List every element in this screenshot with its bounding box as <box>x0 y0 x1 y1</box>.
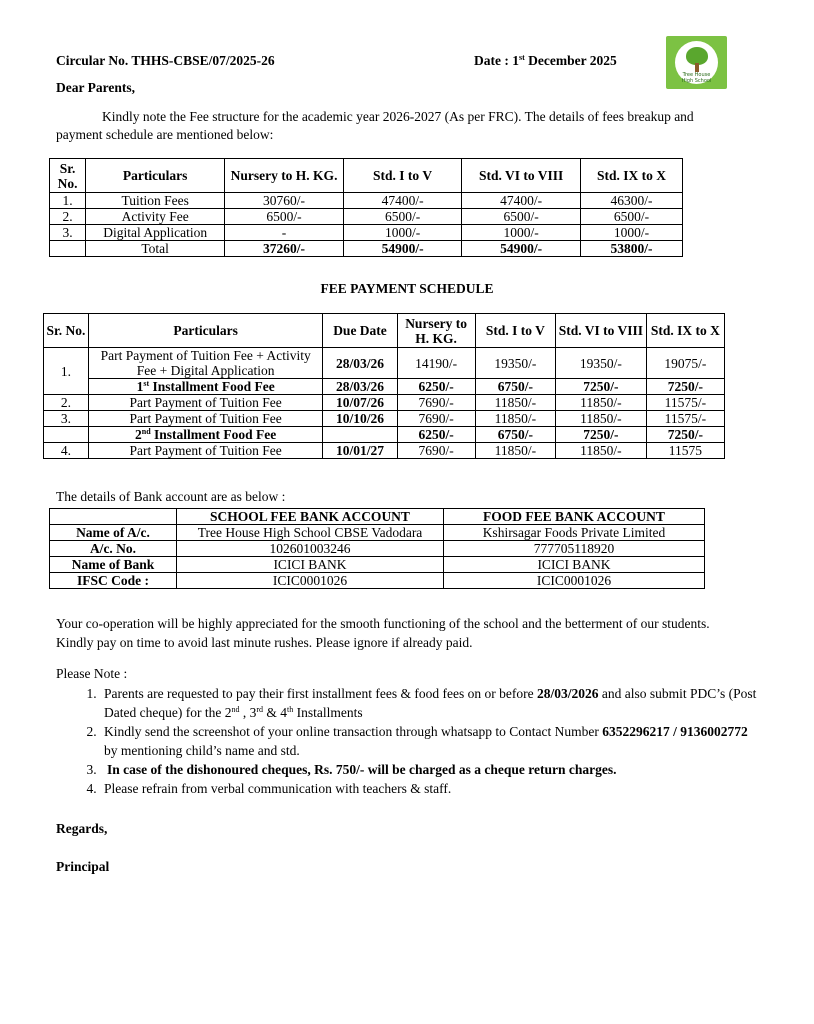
table-row <box>44 443 725 459</box>
cell: 7250/- <box>646 379 724 395</box>
circular-number: Circular No. THHS-CBSE/07/2025-26 <box>56 53 275 68</box>
table-row <box>44 348 725 379</box>
cell: 19075/- <box>646 348 724 379</box>
col-header: Std. I to V <box>475 314 555 348</box>
date-suffix: December 2025 <box>524 53 617 68</box>
cell: 10/01/27 <box>323 443 397 459</box>
cell: Digital Application <box>86 225 225 241</box>
col-header: Due Date <box>323 314 397 348</box>
cell: 7250/- <box>556 427 647 443</box>
cell: 7690/- <box>397 443 475 459</box>
col-header: Nursery to H. KG. <box>397 314 475 348</box>
cell: ICICI BANK <box>177 557 444 573</box>
signature: Principal <box>56 859 110 874</box>
cell: 6500/- <box>343 209 462 225</box>
cell: Kshirsagar Foods Private Limited <box>444 525 705 541</box>
payment-schedule-table <box>43 313 725 459</box>
cell: 11575/- <box>646 411 724 427</box>
col-header: Particulars <box>88 314 323 348</box>
cell: 11850/- <box>556 411 647 427</box>
col-header: Nursery to H. KG. <box>225 159 344 193</box>
cell: 6750/- <box>475 427 555 443</box>
table-row <box>50 193 683 209</box>
cell: Activity Fee <box>86 209 225 225</box>
note-heading: Please Note : <box>56 666 128 681</box>
date-prefix: Date : 1 <box>474 53 519 68</box>
col-header: Std. VI to VIII <box>556 314 647 348</box>
tree-trunk-icon <box>695 63 699 72</box>
cell: 30760/- <box>225 193 344 209</box>
table-row <box>50 557 705 573</box>
contact-numbers: 6352296217 / 9136002772 <box>602 724 748 739</box>
cell: 4. <box>44 443 89 459</box>
school-logo <box>666 36 727 89</box>
cell: 47400/- <box>343 193 462 209</box>
cell: 7690/- <box>397 395 475 411</box>
cell: 10/10/26 <box>323 411 397 427</box>
cell: 54900/- <box>343 241 462 257</box>
col-header: Sr. No. <box>50 159 86 193</box>
note-text: , 3 <box>239 705 257 720</box>
regards: Regards, <box>56 821 108 836</box>
cell: 7690/- <box>397 411 475 427</box>
salutation: Dear Parents, <box>56 80 135 95</box>
cell: 7250/- <box>646 427 724 443</box>
cell: 11850/- <box>475 443 555 459</box>
cell: 6250/- <box>397 427 475 443</box>
cell: ICIC0001026 <box>444 573 705 589</box>
cell: 102601003246 <box>177 541 444 557</box>
col-header <box>50 509 177 525</box>
cell <box>88 427 323 443</box>
list-item <box>100 684 760 722</box>
table-row <box>50 541 705 557</box>
note-text: Parents are requested to pay their first installment fees & food fees on or before <box>104 686 537 701</box>
cell: 1. <box>44 348 89 395</box>
deadline-date: 28/03/2026 <box>536 686 599 701</box>
total-row <box>50 241 683 257</box>
cell: 47400/- <box>462 193 581 209</box>
col-header: Std. IX to X <box>646 314 724 348</box>
cell: Tuition Fees <box>86 193 225 209</box>
note-text: Installments <box>293 705 363 720</box>
intro-paragraph: Kindly note the Fee structure for the academic year 2026-2027 (As per FRC). The details of fees breakup and payment schedule are mentioned below: <box>56 109 694 142</box>
cell: 1000/- <box>580 225 682 241</box>
col-header: Std. I to V <box>343 159 462 193</box>
cell: 19350/- <box>556 348 647 379</box>
col-header: SCHOOL FEE BANK ACCOUNT <box>177 509 444 525</box>
ordinal-sup: nd <box>231 705 240 714</box>
cell: - <box>225 225 344 241</box>
installment-num: 2 <box>135 427 142 442</box>
col-header: Particulars <box>86 159 225 193</box>
cell: 6250/- <box>397 379 475 395</box>
cell: 19350/- <box>475 348 555 379</box>
cell: 11850/- <box>475 395 555 411</box>
col-header: Std. VI to VIII <box>462 159 581 193</box>
cell: 14190/- <box>397 348 475 379</box>
bank-intro: The details of Bank account are as below : <box>56 489 286 504</box>
cell: 11850/- <box>475 411 555 427</box>
note-text: In case of the dishonoured cheques, Rs. 750/- will be charged as a cheque return charges. <box>107 762 617 777</box>
installment-sup: nd <box>141 427 151 436</box>
circular-date <box>474 53 617 69</box>
table-header-row <box>50 509 705 525</box>
logo-emblem <box>675 41 718 84</box>
cell: 7250/- <box>556 379 647 395</box>
note-text: by mentioning child’s name and std. <box>104 743 300 758</box>
cell: 11850/- <box>556 395 647 411</box>
cell: 28/03/26 <box>323 379 397 395</box>
cell: 6500/- <box>225 209 344 225</box>
cell: 2. <box>44 395 89 411</box>
cell: Part Payment of Tuition Fee <box>88 411 323 427</box>
date-sup: st <box>518 53 525 62</box>
cell: Part Payment of Tuition Fee + Activity Fee + Digital Application <box>88 348 323 379</box>
fee-structure-table <box>49 158 683 257</box>
table-header-row <box>44 314 725 348</box>
cell <box>44 427 89 443</box>
row-label: IFSC Code : <box>50 573 177 589</box>
food-fee-row <box>44 379 725 395</box>
cell: 1000/- <box>343 225 462 241</box>
cell: Part Payment of Tuition Fee <box>88 395 323 411</box>
cell: 11575/- <box>646 395 724 411</box>
cell: 1000/- <box>462 225 581 241</box>
col-header: Std. IX to X <box>580 159 682 193</box>
ordinal-sup: rd <box>256 705 263 714</box>
table-row <box>44 395 725 411</box>
table-row <box>50 573 705 589</box>
list-item <box>100 722 760 760</box>
cell: 2. <box>50 209 86 225</box>
note-text: & 4 <box>263 705 288 720</box>
cell: 777705118920 <box>444 541 705 557</box>
table-row <box>44 411 725 427</box>
col-header: Sr. No. <box>44 314 89 348</box>
cell: ICICI BANK <box>444 557 705 573</box>
installment-sup: st <box>143 379 150 388</box>
cell: 6500/- <box>580 209 682 225</box>
cell: 53800/- <box>580 241 682 257</box>
logo-text: Tree House High School <box>681 72 712 84</box>
cell: 6500/- <box>462 209 581 225</box>
cell <box>88 379 323 395</box>
cell: 28/03/26 <box>323 348 397 379</box>
cell <box>50 241 86 257</box>
cell: Total <box>86 241 225 257</box>
cell: Tree House High School CBSE Vadodara <box>177 525 444 541</box>
cell <box>323 427 397 443</box>
cell: 6750/- <box>475 379 555 395</box>
table-row <box>50 209 683 225</box>
cell: ICIC0001026 <box>177 573 444 589</box>
cell: 3. <box>50 225 86 241</box>
table-header-row <box>50 159 683 193</box>
cell: 54900/- <box>462 241 581 257</box>
cell: 11850/- <box>556 443 647 459</box>
installment-num: 1 <box>136 379 144 394</box>
cell: 3. <box>44 411 89 427</box>
table-row <box>50 225 683 241</box>
schedule-title: FEE PAYMENT SCHEDULE <box>320 281 494 296</box>
row-label: Name of A/c. <box>50 525 177 541</box>
cell: 1. <box>50 193 86 209</box>
cell: 11575 <box>646 443 724 459</box>
note-text: Please refrain from verbal communication with teachers & staff. <box>104 781 452 796</box>
notes-list <box>56 684 760 798</box>
col-header: FOOD FEE BANK ACCOUNT <box>444 509 705 525</box>
cooperation-paragraph: Your co-operation will be highly appreciated for the smooth functioning of the school and the betterment of our students. Kindly pay on time to avoid last minute rushes. Please ignore if already paid. <box>56 616 710 650</box>
installment-label: Installment Food Fee <box>150 427 277 442</box>
cell: 37260/- <box>225 241 344 257</box>
row-label: A/c. No. <box>50 541 177 557</box>
cell: 10/07/26 <box>323 395 397 411</box>
ordinal-sup: th <box>287 705 294 714</box>
list-item <box>100 760 760 779</box>
list-item <box>100 779 760 798</box>
installment-label: Installment Food Fee <box>149 379 275 394</box>
row-label: Name of Bank <box>50 557 177 573</box>
cell: Part Payment of Tuition Fee <box>88 443 323 459</box>
food-fee-row <box>44 427 725 443</box>
note-text: Kindly send the screenshot of your online transaction through whatsapp to Contact Number <box>104 724 603 739</box>
note-text: and also submit PDC’s (Post Dated cheque) for the 2 <box>104 686 757 720</box>
table-row <box>50 525 705 541</box>
cell: 46300/- <box>580 193 682 209</box>
bank-details-table <box>49 508 705 589</box>
